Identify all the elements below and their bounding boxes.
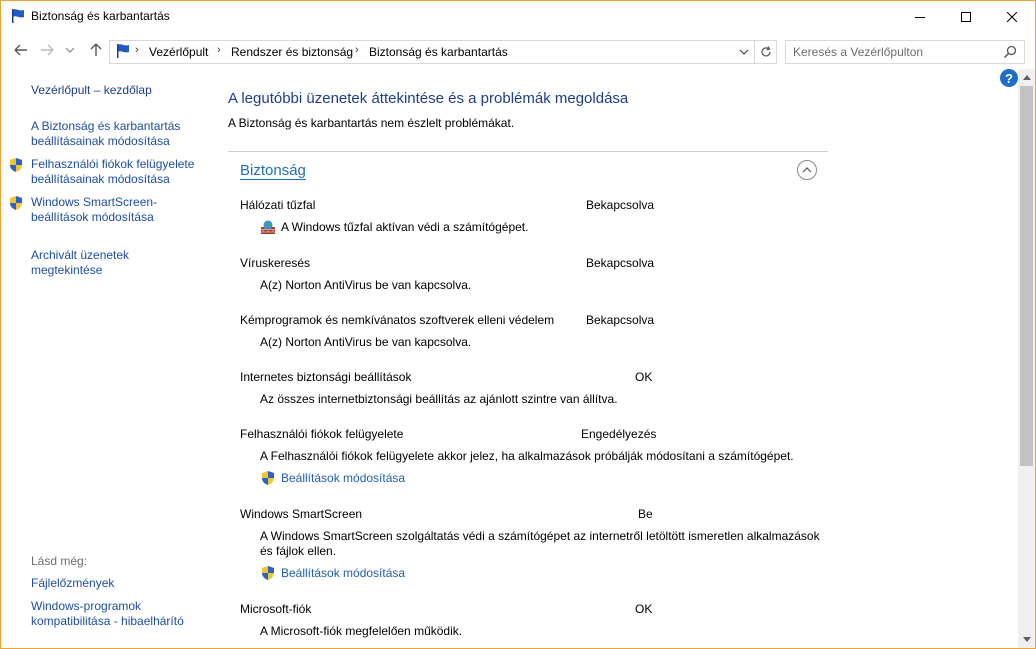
refresh-button[interactable]: [754, 41, 777, 63]
item-description: A Felhasználói fiókok felügyelete akkor jelez, ha alkalmazások próbálják módosítani a számítógépet.: [260, 449, 794, 463]
item-description: A(z) Norton AntiVirus be van kapcsolva.: [260, 335, 472, 349]
forward-button[interactable]: [38, 41, 56, 59]
close-button[interactable]: [989, 1, 1035, 32]
back-button[interactable]: [12, 41, 30, 59]
refresh-icon: [760, 46, 772, 58]
item-name: Internetes biztonsági beállítások: [240, 370, 412, 384]
sidebar-item-uac-settings[interactable]: Felhasználói fiókok felügyelete beállításainak módosítása: [31, 157, 195, 186]
see-also-label: Lásd még:: [31, 554, 88, 568]
breadcrumb-separator[interactable]: ›: [355, 44, 359, 56]
chevron-up-icon: [802, 167, 812, 173]
title-bar: [1, 1, 1035, 32]
scroll-thumb[interactable]: [1020, 86, 1033, 466]
see-also-compatibility-troubleshooter[interactable]: Windows-programok kompatibilitása - hibaelhárító: [31, 599, 184, 628]
item-name: Microsoft-fiók: [240, 602, 312, 616]
item-name: Hálózati tűzfal: [240, 198, 316, 212]
chevron-up-icon: [1023, 75, 1031, 80]
scroll-down-button[interactable]: [1018, 631, 1035, 648]
maximize-button[interactable]: [943, 1, 989, 32]
breadcrumb-item[interactable]: Vezérlőpult: [149, 45, 209, 59]
flag-icon: [115, 43, 131, 59]
item-status: OK: [635, 370, 653, 384]
see-also-file-history[interactable]: Fájlelőzmények: [31, 576, 115, 590]
item-description: Az összes internetbiztonsági beállítás az ajánlott szintre van állítva.: [260, 392, 618, 406]
item-status: Bekapcsolva: [586, 313, 655, 327]
uac-change-settings-link[interactable]: Beállítások módosítása: [281, 471, 406, 485]
chevron-down-icon: [1023, 637, 1031, 642]
window-title: Biztonság és karbantartás: [31, 9, 170, 23]
search-icon[interactable]: [1002, 44, 1018, 60]
firewall-icon: [260, 219, 276, 235]
smartscreen-change-settings-link[interactable]: Beállítások módosítása: [281, 566, 406, 580]
recent-locations-button[interactable]: [64, 41, 76, 59]
item-description: A Windows SmartScreen szolgáltatás védi a számítógépet az internetről letöltött ismeretlen alkalmazások és fájlok ellen.: [260, 529, 820, 558]
close-icon: [1007, 12, 1017, 22]
item-status: Be: [638, 507, 653, 521]
breadcrumb-item[interactable]: Biztonság és karbantartás: [369, 45, 508, 59]
page-subtitle: A Biztonság és karbantartás nem észlelt problémákat.: [228, 116, 515, 130]
navigation-bar: [1, 32, 1035, 68]
item-description: A(z) Norton AntiVirus be van kapcsolva.: [260, 278, 472, 292]
item-name: Kémprogramok és nemkívánatos szoftverek elleni védelem: [240, 313, 555, 327]
flag-icon: [10, 8, 26, 24]
uac-shield-icon: [8, 157, 24, 173]
breadcrumb-item[interactable]: Rendszer és biztonság: [231, 45, 354, 59]
uac-shield-icon: [8, 195, 24, 211]
item-status: Bekapcsolva: [586, 256, 655, 270]
breadcrumb-separator[interactable]: ›: [217, 44, 221, 56]
item-name: Windows SmartScreen: [240, 507, 363, 521]
divider: [228, 151, 828, 152]
maximize-icon: [961, 12, 971, 22]
address-bar[interactable]: [109, 40, 777, 64]
item-description: A Windows tűzfal aktívan védi a számítógépet.: [281, 220, 529, 234]
uac-shield-icon: [260, 470, 276, 486]
sidebar-item-smartscreen-settings[interactable]: Windows SmartScreen-beállítások módosítása: [31, 195, 158, 224]
item-name: Víruskeresés: [240, 256, 311, 270]
address-history-button[interactable]: [737, 44, 751, 60]
collapse-button[interactable]: [797, 160, 817, 180]
chevron-down-icon: [66, 47, 74, 53]
item-description: A Microsoft-fiók megfelelően működik.: [260, 624, 463, 638]
uac-shield-icon: [260, 565, 276, 581]
minimize-icon: [915, 12, 925, 22]
search-box[interactable]: [785, 40, 1025, 64]
item-status: OK: [635, 602, 653, 616]
arrow-up-icon: [90, 43, 102, 57]
vertical-scrollbar[interactable]: [1018, 69, 1035, 648]
page-title: A legutóbbi üzenetek áttekintése és a problémák megoldása: [228, 90, 629, 107]
search-input[interactable]: [793, 44, 993, 60]
sidebar-item-security-settings[interactable]: A Biztonság és karbantartás beállításainak módosítása: [31, 119, 181, 148]
chevron-down-icon: [739, 49, 749, 55]
help-icon[interactable]: ?: [1000, 69, 1018, 87]
item-name: Felhasználói fiókok felügyelete: [240, 427, 404, 441]
up-button[interactable]: [87, 41, 105, 59]
sidebar-item-archived-messages[interactable]: Archivált üzenetek megtekintése: [31, 248, 130, 277]
minimize-button[interactable]: [897, 1, 943, 32]
breadcrumb-separator[interactable]: ›: [135, 44, 139, 56]
item-status: Bekapcsolva: [586, 198, 655, 212]
section-title-security[interactable]: Biztonság: [240, 162, 306, 179]
arrow-left-icon: [14, 44, 28, 56]
item-status: Engedélyezés: [581, 427, 657, 441]
scroll-up-button[interactable]: [1018, 69, 1035, 86]
sidebar-home-link[interactable]: Vezérlőpult – kezdőlap: [31, 83, 152, 97]
arrow-right-icon: [40, 44, 54, 56]
